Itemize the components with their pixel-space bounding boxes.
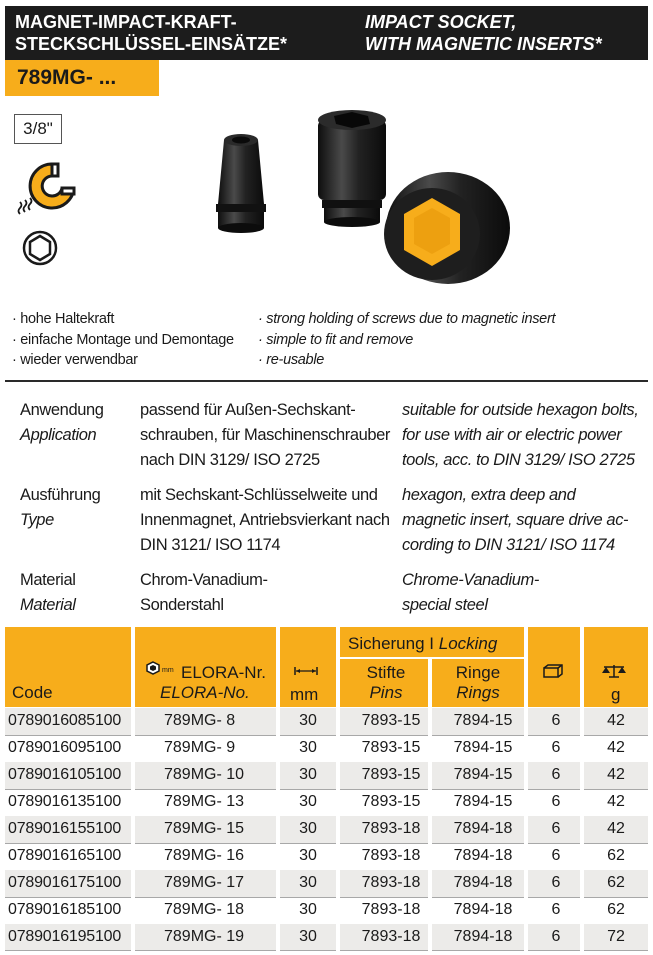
cell-mm: 30 — [299, 712, 317, 729]
table-row — [5, 816, 648, 843]
column-separator — [276, 627, 280, 951]
table-row — [5, 870, 648, 897]
cell-pack: 6 — [551, 928, 561, 945]
hex-key-icon-label: mm — [162, 667, 174, 674]
cell-g: 42 — [607, 739, 625, 756]
spec-label-material — [20, 568, 76, 618]
product-image-sockets — [200, 100, 530, 300]
package-icon — [542, 663, 564, 679]
cell-rings: 7894-15 — [453, 712, 513, 729]
cell-pins: 7893-18 — [361, 847, 421, 864]
table-row — [5, 735, 648, 762]
col-header-pins-de: Stifte — [366, 663, 406, 682]
cell-pack: 6 — [551, 766, 561, 783]
cell-pins: 7893-15 — [361, 793, 421, 810]
col-header-rings-en: Rings — [456, 683, 500, 702]
spec-line: passend für Außen-Sechskant- — [140, 401, 356, 419]
cell-mm: 30 — [299, 901, 317, 918]
col-header-rings-de: Ringe — [455, 663, 501, 682]
col-header-elora-nr-de: ELORA-Nr. — [181, 663, 267, 682]
spec-line: special steel — [402, 596, 488, 614]
table-row — [5, 789, 648, 816]
table-row — [5, 708, 648, 735]
section-divider — [5, 380, 648, 382]
cell-pack: 6 — [551, 739, 561, 756]
cell-mm: 30 — [299, 766, 317, 783]
cell-rings: 7894-18 — [453, 928, 513, 945]
cell-code: 0789016165100 — [8, 847, 122, 864]
cell-pins: 7893-15 — [361, 766, 421, 783]
magnet-icon — [14, 158, 78, 216]
cell-elora-nr: 789MG- 10 — [164, 766, 245, 783]
cell-elora-nr: 789MG- 17 — [164, 874, 245, 891]
cell-pins: 7893-18 — [361, 901, 421, 918]
col-header-elora-nr — [181, 663, 266, 683]
cell-g: 62 — [607, 874, 625, 891]
cell-code: 0789016175100 — [8, 874, 122, 891]
spec-text-de-application — [140, 398, 390, 473]
cell-code: 0789016195100 — [8, 928, 122, 945]
row-divider — [5, 950, 648, 951]
cell-g: 42 — [607, 712, 625, 729]
feature-en-item: · strong holding of screws due to magnetic insert — [258, 311, 556, 327]
locking-divider — [340, 657, 526, 659]
cell-mm: 30 — [299, 874, 317, 891]
table-row — [5, 843, 648, 870]
title-de — [15, 11, 287, 55]
cell-code: 0789016105100 — [8, 766, 122, 783]
title-en — [365, 11, 602, 55]
cell-rings: 7894-18 — [453, 874, 513, 891]
cell-g: 42 — [607, 793, 625, 810]
table-row — [5, 762, 648, 789]
col-header-locking-en: Locking — [438, 634, 498, 653]
cell-pack: 6 — [551, 847, 561, 864]
spec-text-en-material — [402, 568, 539, 618]
cell-rings: 7894-15 — [453, 793, 513, 810]
col-header-locking — [348, 634, 497, 654]
cell-code: 0789016155100 — [8, 820, 122, 837]
spec-line: DIN 3121/ ISO 1174 — [140, 536, 281, 554]
cell-elora-nr: 789MG- 15 — [164, 820, 245, 837]
spec-text-en-application — [402, 398, 638, 473]
scale-icon — [601, 663, 627, 679]
spec-text-de-type — [140, 483, 390, 558]
cell-code: 0789016095100 — [8, 739, 122, 756]
spec-label-en: Type — [20, 511, 54, 529]
feature-de-item: · wieder verwendbar — [12, 352, 138, 368]
spec-label-type — [20, 483, 100, 533]
cell-code: 0789016085100 — [8, 712, 122, 729]
title-de-line1: MAGNET-IMPACT-KRAFT- — [15, 12, 237, 32]
features-de — [12, 309, 234, 371]
cell-elora-nr: 789MG- 8 — [164, 712, 236, 729]
column-separator — [336, 627, 340, 951]
cell-rings: 7894-18 — [453, 820, 513, 837]
feature-de-item: · hohe Haltekraft — [12, 311, 115, 327]
drive-size-badge: 3/8" — [14, 114, 62, 144]
spec-label-de: Anwendung — [20, 401, 104, 419]
cell-g: 72 — [607, 928, 625, 945]
spec-line: schrauben, für Maschinenschrauber — [140, 426, 391, 444]
spec-line: cording to DIN 3121/ ISO 1174 — [402, 536, 615, 554]
spec-line: Innenmagnet, Antriebsvierkant nach — [140, 511, 390, 529]
spec-text-en-type — [402, 483, 628, 558]
cell-pack: 6 — [551, 793, 561, 810]
title-de-line2: STECKSCHLÜSSEL-EINSÄTZE* — [15, 34, 288, 54]
spec-line: for use with air or electric power — [402, 426, 622, 444]
column-separator — [131, 627, 135, 951]
length-icon — [293, 666, 319, 676]
spec-line: nach DIN 3129/ ISO 2725 — [140, 451, 320, 469]
spec-label-de: Ausführung — [20, 486, 101, 504]
column-separator — [428, 659, 432, 951]
cell-g: 42 — [607, 766, 625, 783]
cell-pins: 7893-15 — [361, 712, 421, 729]
feature-de-item: · einfache Montage und Demontage — [12, 331, 234, 348]
hex-key-icon — [146, 661, 176, 675]
spec-label-de: Material — [20, 571, 76, 589]
cell-pack: 6 — [551, 901, 561, 918]
col-header-pins — [338, 663, 434, 703]
spec-line: hexagon, extra deep and — [402, 486, 576, 504]
hexagon-icon — [22, 230, 58, 266]
col-header-code: Code — [12, 683, 53, 702]
spec-label-application — [20, 398, 104, 448]
col-header-elora-no — [160, 683, 250, 703]
cell-rings: 7894-18 — [453, 847, 513, 864]
title-en-line1: IMPACT SOCKET, — [365, 12, 517, 32]
spec-line: mit Sechskant-Schlüsselweite und — [140, 486, 378, 504]
cell-rings: 7894-15 — [453, 766, 513, 783]
cell-elora-nr: 789MG- 18 — [164, 901, 245, 918]
col-header-locking-de: Sicherung I — [348, 634, 434, 653]
model-badge — [5, 60, 159, 96]
cell-code: 0789016185100 — [8, 901, 122, 918]
cell-pack: 6 — [551, 820, 561, 837]
table-row — [5, 924, 648, 951]
col-header-rings — [430, 663, 526, 703]
cell-g: 62 — [607, 901, 625, 918]
cell-pack: 6 — [551, 874, 561, 891]
spec-line: Sonderstahl — [140, 596, 224, 614]
cell-elora-nr: 789MG- 9 — [164, 739, 236, 756]
cell-elora-nr: 789MG- 13 — [164, 793, 245, 810]
col-header-g: g — [611, 685, 621, 704]
cell-rings: 7894-18 — [453, 901, 513, 918]
cell-pack: 6 — [551, 712, 561, 729]
col-header-pins-en: Pins — [369, 683, 403, 702]
cell-rings: 7894-15 — [453, 739, 513, 756]
spec-line: Chrom-Vanadium- — [140, 571, 268, 589]
cell-mm: 30 — [299, 793, 317, 810]
col-header-mm: mm — [290, 685, 319, 704]
feature-en-item: · simple to fit and remove — [258, 331, 413, 348]
spec-line: suitable for outside hexagon bolts, — [402, 401, 639, 419]
cell-mm: 30 — [299, 739, 317, 756]
spec-line: Chrome-Vanadium- — [402, 571, 539, 589]
spec-line: magnetic insert, square drive ac- — [402, 511, 629, 529]
cell-elora-nr: 789MG- 16 — [164, 847, 245, 864]
column-separator — [524, 627, 528, 951]
cell-pins: 7893-15 — [361, 739, 421, 756]
cell-pins: 7893-18 — [361, 928, 421, 945]
cell-g: 62 — [607, 847, 625, 864]
cell-pins: 7893-18 — [361, 820, 421, 837]
feature-en-item: · re-usable — [258, 352, 325, 368]
spec-label-en: Application — [20, 426, 97, 444]
cell-pins: 7893-18 — [361, 874, 421, 891]
spec-label-en: Material — [20, 596, 76, 614]
model-label: 789MG- ... — [17, 66, 117, 89]
cell-mm: 30 — [299, 847, 317, 864]
cell-mm: 30 — [299, 928, 317, 945]
page-header — [5, 6, 648, 60]
spec-line: tools, acc. to DIN 3129/ ISO 2725 — [402, 451, 635, 469]
column-separator — [580, 627, 584, 951]
col-header-elora-nr-en: ELORA-No. — [160, 683, 250, 702]
cell-mm: 30 — [299, 820, 317, 837]
table-row — [5, 897, 648, 924]
cell-g: 42 — [607, 820, 625, 837]
cell-code: 0789016135100 — [8, 793, 122, 810]
cell-elora-nr: 789MG- 19 — [164, 928, 245, 945]
title-en-line2: WITH MAGNETIC INSERTS* — [365, 34, 602, 54]
features-en — [258, 309, 555, 371]
spec-text-de-material — [140, 568, 268, 618]
